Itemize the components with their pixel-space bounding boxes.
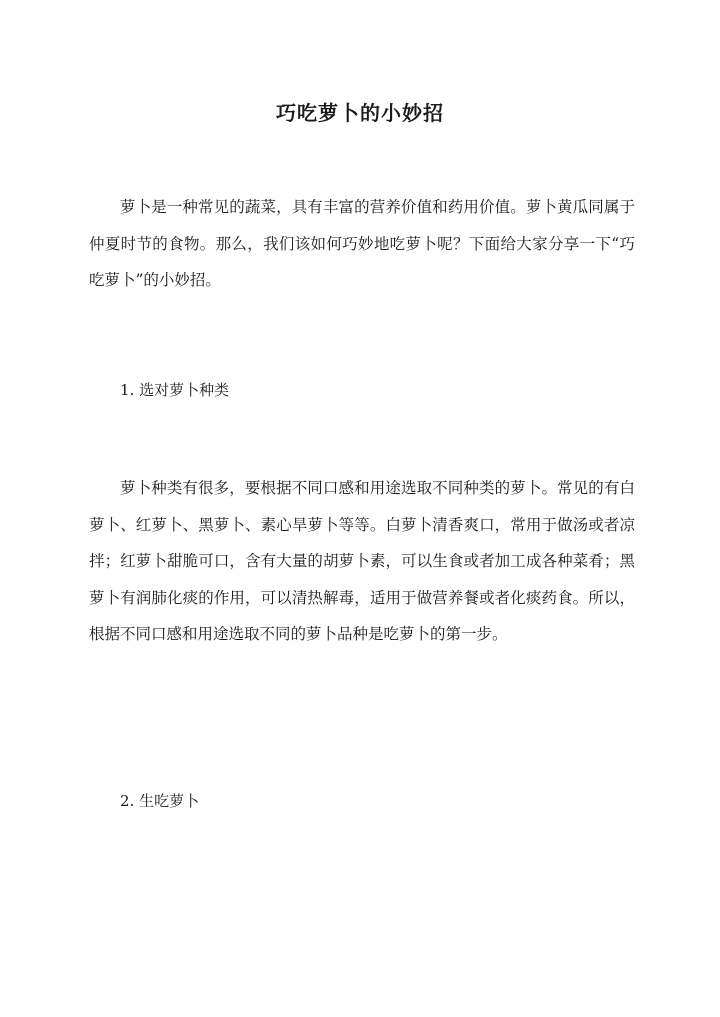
- section-heading-2: 2. 生吃萝卜: [120, 792, 200, 810]
- section-heading-1: 1. 选对萝卜种类: [120, 381, 230, 399]
- section-body-1: 萝卜种类有很多，要根据不同口感和用途选取不同种类的萝卜。常见的有白萝卜、红萝卜、黑萝卜、素心旱萝卜等等。白萝卜清香爽口，常用于做汤或者凉拌；红萝卜甜脆可口，含有大量的胡萝卜素，可以生食或者加工成各种菜肴；黑萝卜有润肺化痰的作用，可以清热解毒，适用于做营养餐或者化痰药食。所以，根据不同口感和用途选取不同的萝卜品种是吃萝卜的第一步。: [89, 479, 635, 643]
- intro-paragraph: 萝卜是一种常见的蔬菜，具有丰富的营养价值和药用价值。萝卜黄瓜同属于仲夏时节的食物。那么，我们该如何巧妙地吃萝卜呢？下面给大家分享一下“巧吃萝卜”的小妙招。: [89, 198, 635, 289]
- document-title: 巧吃萝卜的小妙招: [276, 101, 444, 126]
